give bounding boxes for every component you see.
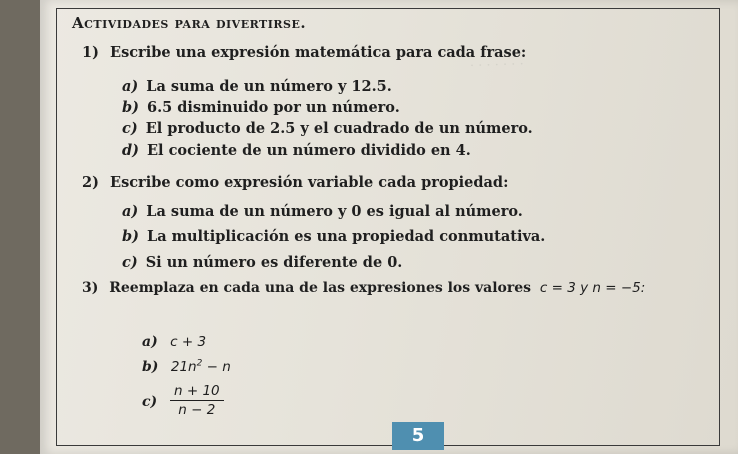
q3-item-a-expr: c + 3 (170, 334, 207, 350)
bleed-through-text: · · · · · · · (469, 57, 524, 74)
q3-item-a (142, 334, 206, 350)
q3-item-a-letter: a) (142, 334, 158, 350)
page-number-badge: 5 (392, 422, 444, 450)
q3-item-b-expr (171, 359, 231, 375)
activity-frame (56, 8, 720, 446)
q1-item-a (122, 78, 392, 95)
question-3-number: 3) (82, 280, 99, 296)
q2-item-b (122, 228, 545, 245)
q1-item-d-text: El cociente de un número dividido en 4. (147, 142, 471, 159)
question-1-number: 1) (82, 44, 99, 61)
q1-item-d (122, 142, 471, 159)
q3-item-b-base: 21n (170, 358, 197, 375)
question-3 (82, 280, 645, 296)
q3-item-b-letter: b) (142, 358, 159, 375)
q1-item-d-letter: d) (122, 142, 139, 159)
activity-title: Actividades para divertirse. (72, 14, 307, 32)
q1-item-c (122, 120, 533, 137)
q2-item-a (122, 203, 523, 220)
fraction-denominator: n − 2 (178, 402, 216, 418)
q2-item-c-letter: c) (122, 254, 138, 271)
q1-item-a-text: La suma de un número y 12.5. (146, 78, 392, 95)
q2-item-b-letter: b) (122, 228, 139, 245)
question-1 (82, 44, 526, 61)
q2-item-c (122, 254, 402, 271)
q1-item-b-text: 6.5 disminuido por un número. (147, 99, 400, 116)
q1-item-c-letter: c) (122, 120, 138, 137)
q3-item-b-rest: − n (202, 358, 231, 375)
q3-item-c-label (142, 394, 165, 410)
q3-item-c-fraction (170, 383, 224, 418)
q3-item-b-exponent: 2 (196, 358, 203, 368)
q1-item-b (122, 99, 400, 116)
q2-item-a-letter: a) (122, 203, 139, 220)
question-2 (82, 174, 508, 191)
q2-item-c-text: Si un número es diferente de 0. (145, 254, 403, 271)
question-2-text: Escribe como expresión variable cada propiedad: (110, 174, 509, 191)
q1-item-a-letter: a) (122, 78, 139, 95)
question-1-text: Escribe una expresión matemática para cada frase: (110, 44, 527, 61)
q2-item-a-text: La suma de un número y 0 es igual al número. (146, 203, 523, 220)
q1-item-c-text: El producto de 2.5 y el cuadrado de un número. (145, 120, 533, 137)
fraction-numerator: n + 10 (170, 383, 224, 401)
question-3-values: c = 3 y n = −5: (539, 280, 646, 296)
q3-item-b (142, 358, 231, 375)
question-2-number: 2) (82, 174, 99, 191)
question-3-text: Reemplaza en cada una de las expresiones los valores (109, 280, 532, 296)
q2-item-b-text: La multiplicación es una propiedad conmutativa. (147, 228, 546, 245)
q1-item-b-letter: b) (122, 99, 139, 116)
q3-item-c-letter: c) (142, 394, 158, 410)
